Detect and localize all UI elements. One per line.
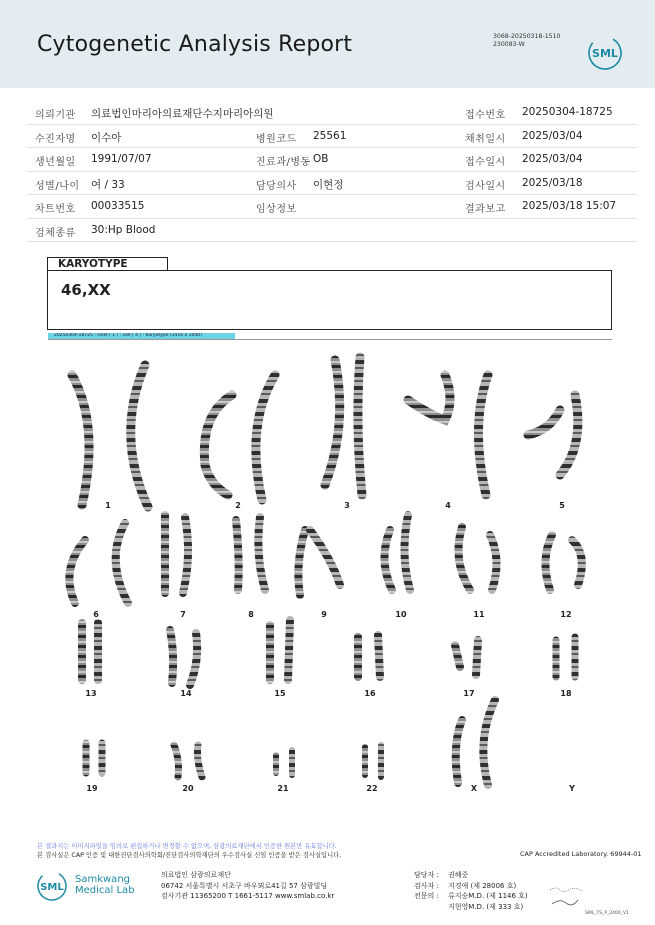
karyotype-tab: KARYOTYPE	[47, 257, 168, 271]
signature-icon	[548, 880, 588, 910]
info-row: 차트번호 00033515 임상정보 결과보고 2025/03/18 15:07	[27, 195, 637, 219]
staff-name: 류지숭M.D. (제 1146 호)	[448, 892, 528, 900]
info-row: 수진자명 이수아 병원코드 25561 채취일시 2025/03/04	[27, 125, 637, 149]
lab-address: 의료법인 삼광의료재단 06742 서울특별시 서초구 바우뫼로41길 57 삼광빌딩 검사기관 11365200 T 1661-5117 www.smlab.co.kr	[161, 871, 335, 900]
chromosome-label: 5	[559, 501, 565, 510]
receive-date-value: 2025/03/04	[522, 153, 583, 165]
chromosome-label: 14	[180, 689, 192, 698]
patient-info-table	[27, 101, 637, 242]
info-row: 생년월일 1991/07/07 진료과/병동 OB 접수일시 2025/03/04	[27, 148, 637, 172]
footer-note: 본 검사실은 CAP 인증 및 대한진단검사의학회/진단검사의학재단의 우수검사실 신임 인증을 받은 검사실입니다.	[37, 852, 342, 859]
chromosome-label: 7	[180, 610, 186, 619]
chromosome-label: 22	[366, 784, 378, 793]
collect-date-value: 2025/03/04	[522, 129, 583, 142]
institution-value: 의료법인마리아의료재단수지마리아의원	[91, 108, 274, 120]
staff-block: 담당자 : 권혜중 검사자 : 지경애 (제 28006 호) 전문의 : 류지숭M.D. (제 1146 호) 지현영M.D. (제 333 호)	[414, 871, 528, 911]
cap-accreditation: CAP Accredited Laboratory. 69944-01	[520, 850, 642, 858]
staff-name: 지경애 (제 28006 호)	[448, 881, 517, 890]
chromosome-label: 19	[86, 784, 98, 793]
chromosome-label: 18	[560, 689, 572, 698]
chromosome-label: 12	[560, 610, 572, 619]
report-title: Cytogenetic Analysis Report	[37, 32, 353, 57]
document-id: 3068-20250318-1510 230083-W	[493, 33, 561, 48]
report-date-value: 2025/03/18 15:07	[522, 200, 617, 212]
staff-name: 지현영M.D. (제 333 호)	[448, 902, 524, 911]
hospital-code-value: 25561	[313, 129, 347, 142]
karyotype-result-box	[47, 270, 612, 330]
sex-age-value: 여 / 33	[91, 178, 125, 191]
chromosome-label: 1	[105, 501, 111, 510]
chromosome-label: 3	[344, 501, 350, 510]
staff-name: 권혜중	[448, 871, 469, 879]
chromosome-label: 11	[473, 610, 485, 619]
chromosome-label: 8	[248, 610, 254, 619]
lab-name: Samkwang Medical Lab	[75, 874, 135, 896]
chromosome-label: 9	[321, 610, 327, 619]
chromosome-label: 15	[274, 689, 286, 698]
chromosome-label: 6	[93, 610, 99, 619]
karyogram-image	[0, 345, 655, 805]
image-caption: 20250304-18725 : slide [ 1 ] : cell [ 4 ] : Karyotype (1416 x 1040)	[48, 333, 235, 339]
footer-note: 본 결과지는 이미지파일을 임의로 편집하거나 변경할 수 없으며, 삼광의료재단에서 인증한 원본만 유효합니다.	[37, 843, 337, 850]
test-date-value: 2025/03/18	[522, 176, 583, 189]
chromosome-label: 16	[364, 689, 376, 698]
chromosome-label: 20	[182, 784, 194, 793]
chromosome-label: 2	[235, 501, 241, 510]
samkwang-logo-icon	[36, 870, 68, 902]
report-header	[0, 0, 655, 88]
chromosome-label: X	[470, 784, 478, 793]
chromosome-label: 4	[445, 501, 451, 510]
chromosome-labels	[85, 501, 575, 793]
divider	[48, 339, 612, 340]
chromosome-label: Y	[569, 784, 575, 793]
patient-name-value: 이수아	[91, 131, 122, 144]
chromosome-label: 17	[463, 689, 475, 698]
dept-value: OB	[313, 153, 329, 165]
chromosome-pairs	[69, 357, 581, 785]
specimen-value: 30:Hp Blood	[91, 223, 156, 236]
form-code: SML_TS_P_2400_V1	[585, 911, 629, 916]
receipt-no-value: 20250304-18725	[522, 106, 613, 118]
chart-no-value: 00033515	[91, 200, 145, 212]
info-row: 의뢰기관 의료법인마리아의료재단수지마리아의원 접수번호 20250304-18725	[27, 101, 637, 125]
info-row: 검체종류 30:Hp Blood	[27, 219, 637, 243]
chromosome-label: 13	[85, 689, 97, 698]
chromosome-label: 21	[277, 784, 289, 793]
svg-text:SML: SML	[592, 47, 618, 60]
chromosome-label: 10	[395, 610, 407, 619]
karyotype-result: 46,XX	[61, 281, 111, 299]
info-row: 성별/나이 여 / 33 담당의사 이현정 검사일시 2025/03/18	[27, 172, 637, 196]
sml-logo-icon	[587, 35, 623, 71]
svg-text:SML: SML	[40, 882, 64, 893]
doctor-value: 이현정	[313, 178, 344, 191]
dob-value: 1991/07/07	[91, 153, 152, 165]
